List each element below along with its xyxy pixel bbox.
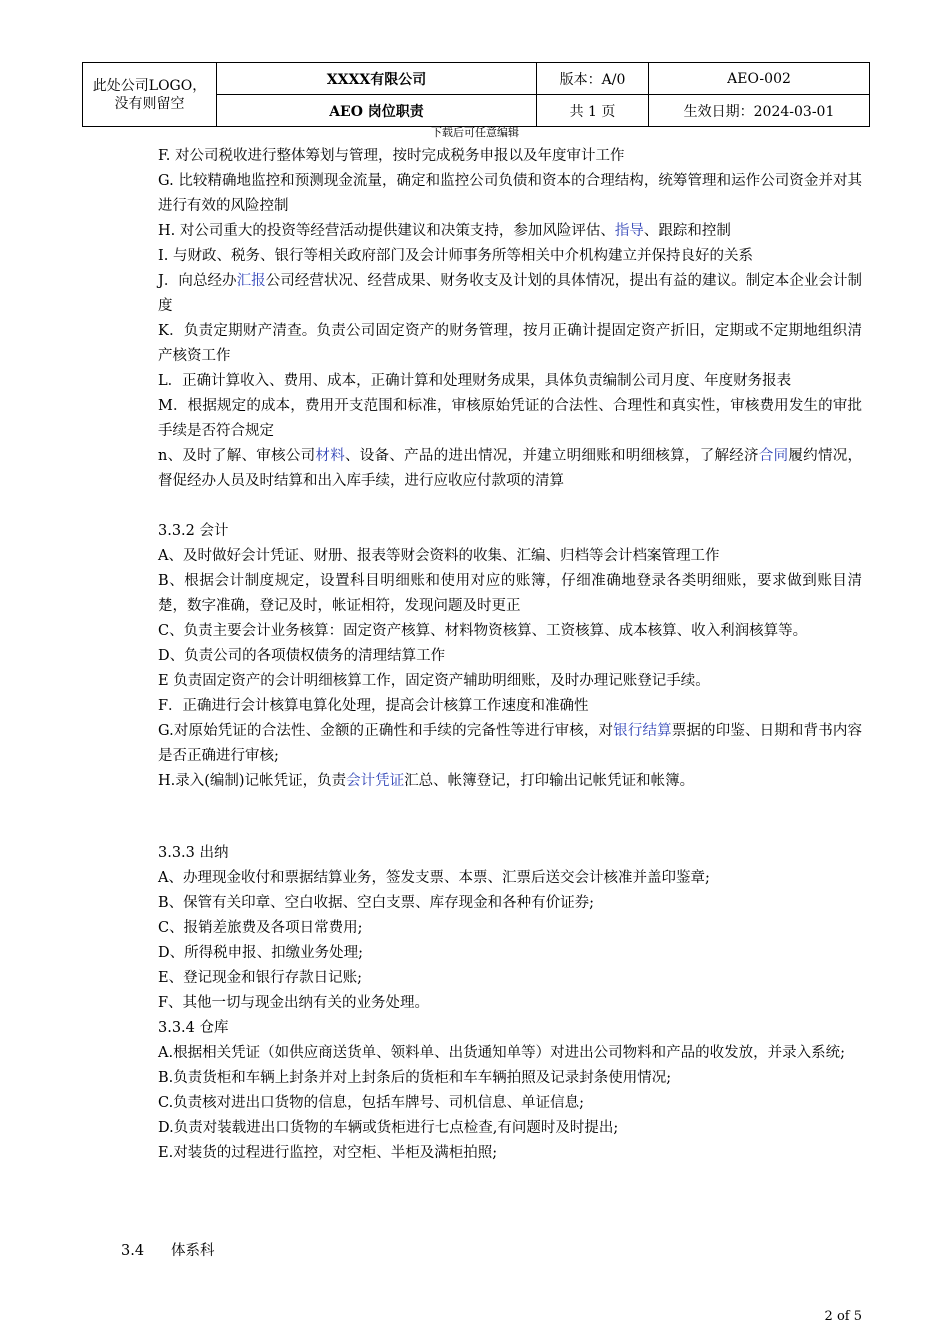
section-accounting-title: 3.3.2 会计 — [158, 523, 229, 539]
edit-note: 下载后可任意编辑 — [431, 126, 519, 139]
text-segment: H. 对公司重大的投资等经营活动提供建议和决策支持，参加风险评估、 — [158, 223, 615, 239]
cashier-item-f: F、其他一切与现金出纳有关的业务处理。 — [158, 995, 430, 1011]
link-bank-settlement[interactable]: 银行结算 — [613, 723, 672, 739]
section-warehouse-title: 3.3.4 仓库 — [158, 1020, 229, 1036]
finance-item-i: I. 与财政、税务、银行等相关政府部门及会计师事务所等相关中介机构建立并保持良好的关系 — [158, 248, 753, 264]
accounting-item-e: E 负责固定资产的会计明细核算工作，固定资产辅助明细账，及时办理记账登记手续。 — [158, 673, 710, 689]
doc-code-cell: AEO-002 — [649, 63, 870, 95]
text-segment: J．向总经办 — [158, 273, 237, 289]
text-segment: 履约情况，督促经办人员及时结算和出入库手续，进行应收应付款项的清算 — [158, 448, 863, 489]
link-accounting-voucher[interactable]: 会计凭证 — [346, 773, 405, 789]
warehouse-item-a: A.根据相关凭证（如供应商送货单、领料单、出货通知单等）对进出公司物料和产品的收发放，并录入系统; — [158, 1045, 845, 1061]
link-materials[interactable]: 材料 — [315, 448, 345, 464]
document-header-table — [82, 62, 870, 127]
version-cell: 版本：A/0 — [537, 63, 649, 95]
link-report[interactable]: 汇报 — [236, 273, 266, 289]
logo-placeholder-line1: 此处公司LOGO， — [92, 77, 207, 94]
finance-item-k: K．负责定期财产清查。负责公司固定资产的财务管理，按月正确计提固定资产折旧，定期或不定期地组织清产核资工作 — [158, 323, 862, 364]
accounting-item-d: D、负责公司的各项债权债务的清理结算工作 — [158, 648, 446, 664]
finance-item-j — [158, 269, 862, 319]
page-count-cell: 共 1 页 — [537, 95, 649, 127]
text-segment: 、跟踪和控制 — [643, 223, 731, 239]
text-segment: 公司经营状况、经营成果、财务收支及计划的具体情况，提出有益的建议。制定本企业会计制度 — [158, 273, 863, 314]
cashier-item-d: D、所得税申报、扣缴业务处理; — [158, 945, 364, 961]
finance-item-n — [158, 444, 862, 494]
text-segment: H.录入(编制)记帐凭证，负责 — [158, 773, 347, 789]
finance-item-h — [158, 219, 862, 244]
logo-placeholder-line2: 没有则留空 — [114, 95, 185, 112]
section-number: 3.4 — [121, 1243, 145, 1259]
accounting-item-b: B、根据会计制度规定，设置科目明细账和使用对应的账簿，仔细准确地登录各类明细账，要求做到账目清楚，数字准确，登记及时，帐证相符，发现问题及时更正 — [158, 573, 862, 614]
text-segment: 、设备、产品的进出情况，并建立明细账和明细核算，了解经济 — [344, 448, 759, 464]
warehouse-item-e: E.对装货的过程进行监控，对空柜、半柜及满柜拍照; — [158, 1145, 498, 1161]
accounting-item-f: F．正确进行会计核算电算化处理，提高会计核算工作速度和准确性 — [158, 698, 589, 714]
section-3-4-heading — [121, 1239, 215, 1264]
finance-item-f: F. 对公司税收进行整体筹划与管理，按时完成税务申报以及年度审计工作 — [158, 148, 625, 164]
accounting-item-c: C、负责主要会计业务核算：固定资产核算、材料物资核算、工资核算、成本核算、收入利润核算等。 — [158, 623, 808, 639]
finance-item-l: L．正确计算收入、费用、成本，正确计算和处理财务成果，具体负责编制公司月度、年度财务报表 — [158, 373, 792, 389]
text-segment: 票据的印鉴、日期和背书内容是否正确进行审核; — [158, 723, 863, 764]
section-cashier-title: 3.3.3 出纳 — [158, 845, 229, 861]
accounting-item-g — [158, 719, 862, 769]
page-number: 2 of 5 — [824, 1309, 862, 1324]
warehouse-item-c: C.负责核对进出口货物的信息，包括车牌号、司机信息、单证信息; — [158, 1095, 585, 1111]
spacer — [158, 494, 862, 519]
link-guidance[interactable]: 指导 — [614, 223, 644, 239]
logo-placeholder — [83, 63, 217, 127]
warehouse-item-b: B.负责货柜和车辆上封条并对上封条后的货柜和车车辆拍照及记录封条使用情况; — [158, 1070, 672, 1086]
cashier-item-e: E、登记现金和银行存款日记账; — [158, 970, 362, 986]
effective-date-cell: 生效日期：2024-03-01 — [649, 95, 870, 127]
cashier-item-a: A、办理现金收付和票据结算业务，签发支票、本票、汇票后送交会计核准并盖印鉴章; — [158, 870, 710, 886]
cashier-item-c: C、报销差旅费及各项日常费用; — [158, 920, 363, 936]
section-title: 体系科 — [171, 1243, 215, 1259]
text-segment: G.对原始凭证的合法性、金额的正确性和手续的完备性等进行审核，对 — [158, 723, 614, 739]
warehouse-item-d: D.负责对装载进出口货物的车辆或货柜进行七点检查,有问题时及时提出; — [158, 1120, 619, 1136]
doc-title: AEO 岗位职责 — [217, 95, 537, 127]
text-segment: n、及时了解、审核公司 — [158, 448, 316, 464]
text-segment: 汇总、帐簿登记，打印输出记帐凭证和帐簿。 — [404, 773, 695, 789]
cashier-item-b: B、保管有关印章、空白收据、空白支票、库存现金和各种有价证券; — [158, 895, 595, 911]
accounting-item-h — [158, 769, 862, 794]
spacer — [158, 794, 862, 841]
accounting-item-a: A、及时做好会计凭证、财册、报表等财会资料的收集、汇编、归档等会计档案管理工作 — [158, 548, 720, 564]
finance-item-g: G. 比较精确地监控和预测现金流量，确定和监控公司负债和资本的合理结构，统筹管理和运作公司资金并对其进行有效的风险控制 — [158, 173, 862, 214]
finance-item-m: M．根据规定的成本，费用开支范围和标准，审核原始凭证的合法性、合理性和真实性，审核费用发生的审批手续是否符合规定 — [158, 398, 862, 439]
link-contract[interactable]: 合同 — [758, 448, 789, 464]
company-name: XXXX有限公司 — [217, 63, 537, 95]
document-body — [158, 144, 862, 1166]
